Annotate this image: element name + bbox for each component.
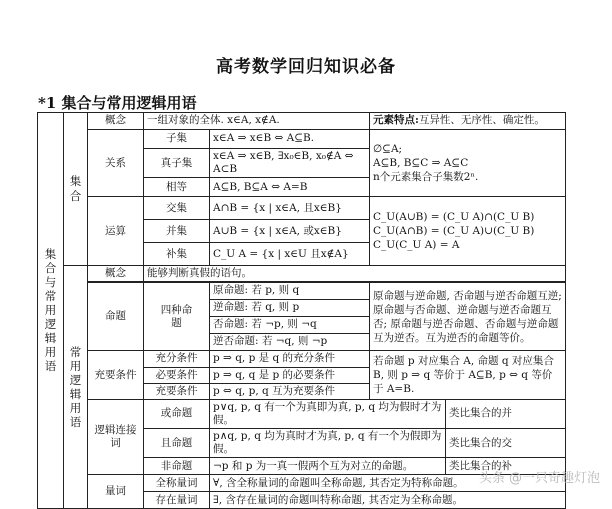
relations-label: 关系 — [88, 130, 144, 197]
logic-category-label: 常用逻辑用语 — [64, 266, 88, 509]
inverse-proposition: 否命题: 若 ¬p, 则 ¬q — [210, 317, 369, 334]
sufficient-text: p ⇒ q, p 是 q 的充分条件 — [210, 351, 370, 367]
union-text: A∪B = {x | x∈A, 或x∈B} — [210, 220, 370, 243]
watermark: 头条 @一只奇趣灯泡 — [478, 471, 600, 486]
proper-subset-text: x∈A ⇒ x∈B, ∃x₀∈B, x₀∉A ⇔ A⊂B — [210, 149, 370, 178]
existential-label: 存在量词 — [144, 492, 210, 509]
four-propositions: 四种命题 — [144, 283, 210, 351]
union-label: 并集 — [144, 220, 210, 243]
relations-notes: ∅⊆A; A⊆B, B⊆C ⇒ A⊆C n个元素集合子集数2ⁿ. — [370, 130, 566, 197]
contrapositive-proposition: 逆否命题: 若 ¬q, 则 ¬p — [213, 335, 328, 348]
outer-category-label: 集合与常用逻辑用语 — [38, 113, 64, 509]
sets-concept-text: 一组对象的全体. x∈A, x∉A. — [144, 113, 370, 130]
and-label: 且命题 — [144, 429, 210, 458]
not-label: 非命题 — [144, 458, 210, 475]
and-text: p∧q, p, q 均为真时才为真, p, q 有一个为假即为假。 — [210, 429, 446, 458]
quantifiers-label: 量词 — [88, 475, 144, 509]
or-text: p∨q, p, q 有一个为真即为真, p, q 均为假时才为假。 — [210, 399, 446, 428]
necessary-text: p ⇒ q, q 是 p 的必要条件 — [210, 367, 370, 383]
sets-category-label: 集合 — [64, 113, 88, 266]
de-morgan-laws: C_U(A∪B) = (C_U A)∩(C_U B) C_U(A∩B) = (C_U A)∪(C_U B) C_U(C_U A) = A — [370, 197, 566, 266]
or-note: 类比集合的并 — [446, 399, 566, 428]
sufficient-label: 充分条件 — [144, 351, 210, 367]
intersection-text: A∩B = {x | x∈A, 且x∈B} — [210, 197, 370, 220]
connectives-label: 逻辑连接词 — [88, 399, 144, 475]
proposition-label: 命题 — [88, 283, 144, 351]
logic-concept-label: 概念 — [88, 266, 144, 282]
proposition-relations: 原命题与逆命题, 否命题与逆否命题互逆; 原命题与否命题、逆命题与逆否命题互否; 原命题与逆否命题、否命题与逆命题互为逆否。互为逆否的命题等价。 — [370, 283, 566, 351]
not-note: 类比集合的补 — [446, 458, 566, 475]
original-proposition: 原命题: 若 p, 则 q — [210, 283, 369, 300]
conditions-label: 充要条件 — [88, 351, 144, 399]
necessary-label: 必要条件 — [144, 367, 210, 383]
operations-label: 运算 — [88, 197, 144, 266]
conditions-set-text: 若命题 p 对应集合 A, 命题 q 对应集合 B, 则 p ⇒ q 等价于 A⊆B, p ⇔ q 等价于 A=B. — [370, 351, 566, 399]
existential-text: ∃, 含存在量词的命题叫特称命题, 其否定为全称命题。 — [210, 492, 566, 509]
both-text: p ⇔ q, p, q 互为充要条件 — [210, 383, 370, 399]
complement-label: 补集 — [144, 243, 210, 266]
not-text: ¬p 和 p 为一真一假两个互为对立的命题。 — [210, 458, 446, 475]
both-label: 充要条件 — [144, 383, 210, 399]
complement-text: C_U A = {x | x∈U 且x∉A} — [210, 243, 370, 266]
four-propositions-list — [210, 283, 370, 351]
intersection-label: 交集 — [144, 197, 210, 220]
element-features: 元素特点:互异性、无序性、确定性。 — [370, 113, 566, 130]
subset-text: x∈A ⇒ x∈B ⇔ A⊆B. — [210, 130, 370, 149]
knowledge-table — [37, 112, 566, 509]
sets-concept-label: 概念 — [88, 113, 144, 130]
page-title: 高考数学回归知识必备 — [216, 57, 396, 77]
and-note: 类比集合的交 — [446, 429, 566, 458]
equal-text: A⊆B, B⊆A ⇔ A=B — [210, 178, 370, 197]
logic-concept-text: 能够判断真假的语句。 — [144, 266, 566, 282]
proper-subset-label: 真子集 — [144, 149, 210, 178]
or-label: 或命题 — [144, 399, 210, 428]
universal-text: ∀, 含全称量词的命题叫全称命题, 其否定为特称命题。 — [210, 475, 566, 492]
section-heading: *1 集合与常用逻辑用语 — [38, 94, 197, 112]
universal-label: 全称量词 — [144, 475, 210, 492]
converse-proposition: 逆命题: 若 q, 则 p — [210, 300, 369, 317]
subset-label: 子集 — [144, 130, 210, 149]
equal-label: 相等 — [144, 178, 210, 197]
